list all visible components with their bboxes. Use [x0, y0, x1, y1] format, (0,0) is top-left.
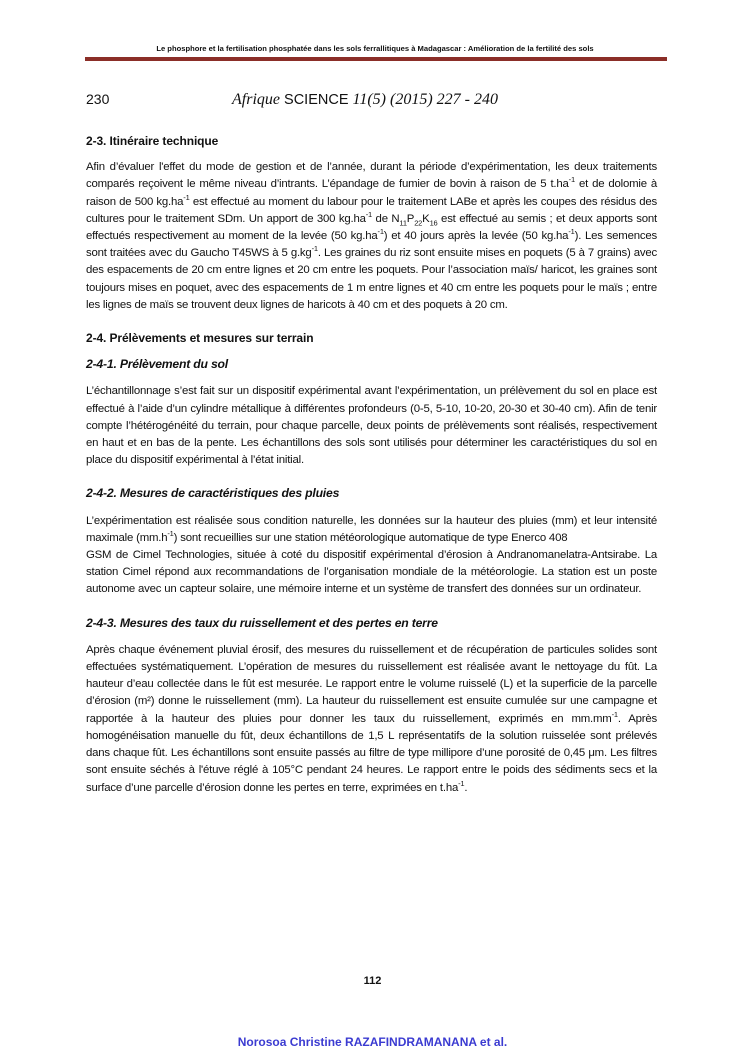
section-heading-2-4: 2-4. Prélèvements et mesures sur terrain: [86, 331, 314, 346]
journal-name: Afrique: [232, 91, 280, 108]
subsection-heading-2-4-1: 2-4-1. Prélèvement du sol: [86, 357, 228, 372]
paragraph-itineraire: Afin d’évaluer l'effet du mode de gestion et de l’année, durant la période d’expérimentation, les deux traitements comparés reçoivent le même niveau d’intrants. L’épandage de fumier de bovin à raison de 5 $t.ha^{-1}$ et de dolomie à raison de 500 $kg.ha^{-1}$ est effectué au moment du labour pour le traitement LABe et après les coupes des résidus des cultures pour le traitement SDm. Un apport de 300 $kg.ha^{-1}$ de $N_{11}P_{22}K_{16}$ est effectué au semis ; et deux apports sont effectués respectivement au moment de la levée (50 $kg.ha^{-1}$) et 40 jours après la levée (50 $kg.ha^{-1}$). Les semences sont traitées avec du Gaucho T45WS à 5 $g.kg^{-1}$. Les graines du riz sont ensuite mises en poquets (5 à 7 grains) avec des espacements de 20 cm entre lignes et 20 cm entre les poquets. Pour l’association maïs/ haricot, les graines sont toujours mises en poquet, avec des espacements de 1 m entre lignes et 40 cm entre les poquets pour le maïs ; entre les lignes de maïs se trouvent deux lignes de haricots à 40 cm et des poquets à 20 cm.: [86, 161, 658, 311]
journal-issue: 11(5) (2015) 227 - 240: [352, 91, 498, 108]
article-body: [86, 133, 657, 815]
footer-author: Norosoa Christine RAZAFINDRAMANANA et al.: [237, 1035, 508, 1049]
running-title: Le phosphore et la fertilisation phosphatée dans les sols ferrallitiques à Madagascar : Amélioration de la fertilité des sols: [156, 44, 594, 53]
footer-page-number: 112: [363, 975, 382, 987]
journal-reference: [232, 91, 498, 109]
paragraph-pluies: L’expérimentation est réalisée sous condition naturelle, les données sur la hauteur des pluies (mm) et leur intensité maximale $(mm.h^{-1})$ sont recueillies sur une station météorologique automatique de type Enerco 408 GSM de Cimel Technologies, située à coté du dispositif expérimental d’érosion à Andranomanelatra-Antsirabe. La station Cimel répond aux recommandations de l’organisation mondiale de la météorologie. La station est un poste autonome avec un capteur solaire, une mémoire interne et un système de transfert des données sur un ordinateur.: [86, 514, 657, 596]
subsection-heading-2-4-3: 2-4-3. Mesures des taux du ruissellement et des pertes en terre: [86, 615, 438, 630]
journal-science: SCIENCE: [284, 92, 349, 108]
paragraph-ruissellement: Après chaque événement pluvial érosif, des mesures du ruissellement et de récupération de particules solides sont effectuées systématiquement. L’opération de mesures du ruissellement est réalisée avant le nettoyage du fût. La hauteur d’eau collectée dans le fût est mesurée. Le rapport entre le volume ruisselé (L) et la superficie de la parcelle d’érosion (m²) donne le ruissellement (mm). La hauteur du ruissellement est ensuite cumulée sur une campagne et rapportée à la hauteur des pluies pour donner les taux du ruissellement, exprimés en $mm.mm^{-1}$. Après homogénéisation manuelle du fût, deux échantillons de 1,5 L représentatifs de la solution ruisselée sont prélevés dans chaque fût. Les échantillons sont ensuite passés au filtre de type millipore d’une porosité de 0,45 μm. Les filtres sont ensuite séchés à l'étuve réglé à 105°C pendant 24 heures. Le rapport entre le poids des sédiments secs et la surface d’une parcelle d’érosion donne les pertes en terre, exprimées en $t.ha^{-1}$.: [86, 643, 657, 794]
paragraph-prelevement: L’échantillonnage s’est fait sur un dispositif expérimental avant l’expérimentation, un prélèvement du sol en place est effectué à l’aide d’un cylindre métallique à différentes profondeurs (0-5, 5-10, 10-20, 20-30 et 30-40 cm). Afin de tenir compte l’hétérogénéité du terrain, pour chaque parcelle, deux points de prélèvements sont réalisés, respectivement en haut et en bas de la pente. Les échantillons des sols sont utilisés pour déterminer les caractéristiques du sol en place du dispositif expérimental à l’état initial.: [86, 385, 657, 467]
section-heading-2-3: 2-3. Itinéraire technique: [86, 134, 219, 148]
subsection-heading-2-4-2: 2-4-2. Mesures de caractéristiques des pluies: [86, 486, 340, 501]
page-number: 230: [86, 91, 110, 107]
header-rule: [85, 57, 667, 61]
